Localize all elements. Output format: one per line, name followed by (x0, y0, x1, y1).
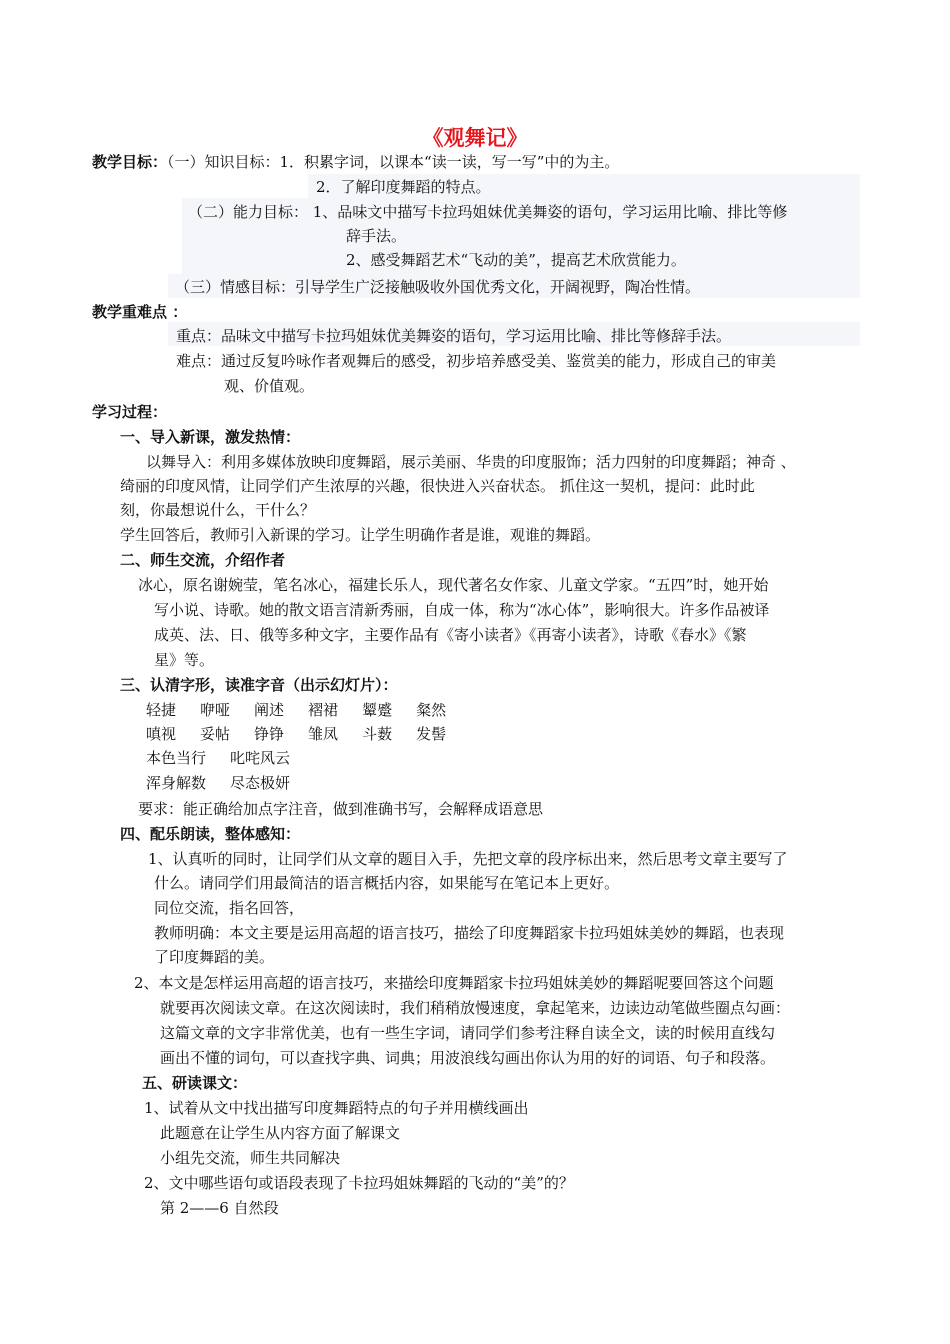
vocab-word: 雏凤 (308, 725, 339, 743)
vocab-word: 铮铮 (254, 725, 285, 743)
vocab-word: 浑身解数 (146, 774, 207, 792)
vocab-word: 妥帖 (200, 725, 231, 743)
section-5-text: 1、试着从文中找出描写印度舞蹈特点的句子并用横线画出 (144, 1099, 529, 1117)
page-title: 《观舞记》 (422, 125, 528, 150)
section-4-text: 2、本文是怎样运用高超的语言技巧，来描绘印度舞蹈家卡拉玛姐妹美妙的舞蹈呢要回答这个问题 (134, 974, 774, 992)
section-1-text: 学生回答后，教师引入新课的学习。让学生明确作者是谁，观谁的舞蹈。 (120, 526, 601, 544)
goals-emotion: （三）情感目标：引导学生广泛接触吸收外国优秀文化，开阔视野，陶冶性情。 (175, 278, 701, 296)
section-4-text: 同位交流，指名回答， (154, 899, 305, 917)
vocab-word: 阐述 (254, 701, 285, 719)
section-4-text: 就要再次阅读文章。在这次阅读时，我们稍稍放慢速度，拿起笔来，边读边动笔做些圈点勾画： (160, 999, 791, 1017)
goals-ability-1b: 辞手法。 (346, 227, 407, 245)
section-4-text: 这篇文章的文字非常优美，也有一些生字词，请同学们参考注释自读全文，读的时候用直线勾 (160, 1024, 776, 1042)
vocab-word: 轻捷 (146, 701, 177, 719)
section-4-text: 教师明确：本文主要是运用高超的语言技巧，描绘了印度舞蹈家卡拉玛姐妹美妙的舞蹈，也表现 (154, 924, 785, 942)
keypoints-difficult-2: 观、价值观。 (224, 377, 315, 395)
section-2-title: 二、师生交流，介绍作者 (120, 551, 286, 569)
vocab-word: 嗔视 (146, 725, 177, 743)
section-4-text: 1、认真听的同时，让同学们从文章的题目入手，先把文章的段序标出来，然后思考文章主要写了 (148, 850, 788, 868)
goals-knowledge-2: 2．了解印度舞蹈的特点。 (316, 178, 491, 196)
vocab-word: 粲然 (416, 701, 447, 719)
section-1-text: 绮丽的印度风情，让同学们产生浓厚的兴趣，很快进入兴奋状态。 抓住这一契机，提问：此时此 (120, 477, 755, 495)
goals-ability-1: （二）能力目标： 1、品味文中描写卡拉玛姐妹优美舞姿的语句，学习运用比喻、排比等修 (188, 203, 788, 221)
section-5-text: 此题意在让学生从内容方面了解课文 (160, 1124, 401, 1142)
vocab-word: 斗薮 (362, 725, 393, 743)
section-5-text: 第 2——6 自然段 (160, 1199, 279, 1217)
section-2-text: 写小说、诗歌。她的散文语言清新秀丽，自成一体，称为“冰心体”，影响很大。许多作品被译 (154, 601, 770, 619)
section-4-title: 四、配乐朗读，整体感知： (120, 825, 301, 843)
goals-knowledge-1: （一）知识目标：1．积累字词，以课本“读一读，写一写”中的为主。 (167, 153, 620, 171)
keypoints-key: 重点：品味文中描写卡拉玛姐妹优美舞姿的语句，学习运用比喻、排比等修辞手法。 (176, 327, 732, 345)
vocab-row (146, 724, 470, 744)
section-5-title: 五、研读课文： (142, 1074, 248, 1092)
vocab-word: 叱咤风云 (230, 749, 291, 767)
section-1-text: 以舞导入：利用多媒体放映印度舞蹈，展示美丽、华贵的印度服饰；活力四射的印度舞蹈；神奇 、 (146, 453, 796, 471)
section-1-title: 一、导入新课，激发热情： (120, 428, 301, 446)
section-3-requirement: 要求：能正确给加点字注音，做到准确书写，会解释成语意思 (138, 800, 544, 818)
keypoints-heading: 教学重难点 ： (92, 303, 188, 321)
vocab-row (146, 748, 314, 768)
section-1-text: 刻，你最想说什么，干什么？ (120, 501, 316, 519)
goals-row (92, 152, 619, 172)
section-2-text: 成英、法、日、俄等多种文字，主要作品有《寄小读者》《再寄小读者》，诗歌《春水》《繁 (154, 626, 747, 644)
section-5-text: 2、文中哪些语句或语段表现了卡拉玛姐妹舞蹈的飞动的“美”的？ (144, 1174, 574, 1192)
vocab-word: 咿哑 (200, 701, 231, 719)
vocab-word: 颦蹙 (362, 701, 393, 719)
keypoints-difficult-1: 难点：通过反复吟咏作者观舞后的感受，初步培养感受美、鉴赏美的能力，形成自己的审美 (176, 352, 777, 370)
section-2-text: 冰心，原名谢婉莹，笔名冰心，福建长乐人，现代著名女作家、儿童文学家。“五四”时，她开始 (138, 576, 769, 594)
section-4-text: 什么。请同学们用最简洁的语言概括内容，如果能写在笔记本上更好。 (154, 874, 620, 892)
section-3-title: 三、认清字形，读准字音（出示幻灯片）： (120, 676, 398, 694)
process-heading: 学习过程： (92, 403, 168, 421)
vocab-word: 尽态极妍 (230, 774, 291, 792)
section-4-text: 了印度舞蹈的美。 (154, 948, 275, 966)
vocab-row (146, 773, 314, 793)
goals-heading: 教学目标： (92, 153, 168, 171)
vocab-word: 褶裙 (308, 701, 339, 719)
section-5-text: 小组先交流，师生共同解决 (160, 1149, 341, 1167)
vocab-word: 发髻 (416, 725, 447, 743)
section-4-text: 画出不懂的词句，可以查找字典、词典；用波浪线勾画出你认为用的好的词语、句子和段落。 (160, 1049, 776, 1067)
goals-ability-2: 2、感受舞蹈艺术“飞动的美”，提高艺术欣赏能力。 (346, 251, 686, 269)
vocab-row (146, 700, 470, 720)
section-2-text: 星》等。 (154, 651, 215, 669)
vocab-word: 本色当行 (146, 749, 207, 767)
